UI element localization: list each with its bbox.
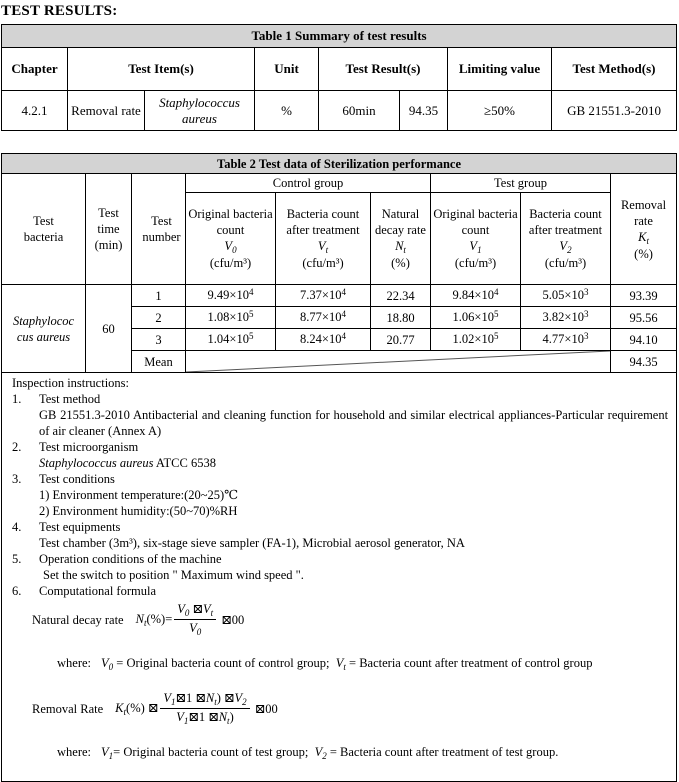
instruction-body-1: GB 21551.3-2010 Antibacterial and cleaning function for household and similar electrical appliances-Particular requirement of air cleaner (Annex A) — [39, 408, 669, 438]
inspection-instructions — [2, 373, 677, 782]
instruction-item-4: 4. Test equipments — [12, 520, 121, 534]
table1-summary-of-test-results — [1, 24, 677, 131]
cell-v1: $9.84\times 10^4$ — [431, 285, 521, 307]
instruction-item-5: 5. Operation conditions of the machine — [12, 552, 222, 566]
header-test-group: Test group — [431, 174, 611, 193]
instruction-item-2: 2. Test microorganism — [12, 440, 139, 454]
cell-v1: $1.02\times 10^5$ — [431, 329, 521, 351]
header-original-count-control: Original bacteria count $V_0$ (cfu/m³) — [186, 193, 276, 285]
header-chapter: Chapter — [2, 48, 68, 91]
cell-nt: 20.77 — [371, 329, 431, 351]
header-removal-rate: Removal rate $K_t$ (%) — [611, 174, 677, 285]
fraction: $\frac{V_0 ⊠V_t}{V_0}$ — [174, 602, 216, 637]
header-original-count-test: Original bacteria count $V_1$ (cfu/m³) — [431, 193, 521, 285]
instruction-body-4: Test chamber (3m³), six-stage sieve sampler (FA-1), Microbial aerosol generator, NA — [39, 536, 465, 550]
header-test-bacteria: Test bacteria — [2, 174, 86, 285]
table-row — [2, 285, 677, 307]
instruction-item-1: 1. Test method — [12, 392, 101, 406]
fraction: $\frac{V_1⊠1 ⊠N_t) ⊠V_2}{V_1⊠1 ⊠N_t)}$ — [160, 691, 249, 726]
organism-name: Staphylococcus aureus — [159, 94, 240, 126]
cell-test-number: 3 — [132, 329, 186, 351]
cell-organism — [145, 91, 255, 131]
page-title: TEST RESULTS: — [1, 3, 118, 19]
instructions-title: Inspection instructions: — [12, 376, 129, 390]
header-test-number: Test number — [132, 174, 186, 285]
natural-decay-rate-formula: Natural decay rate $N_t(\%)=$ $\frac{V_0 ⊠V_t}{V_0}$ ⊠00 — [32, 602, 245, 637]
cell-v0: $9.49\times 10^4$ — [186, 285, 276, 307]
cell-test-number: 1 — [132, 285, 186, 307]
instruction-body-2: Staphylococcus aureus ATCC 6538 — [39, 456, 216, 470]
cell-vt: $7.37\times 10^4$ — [276, 285, 371, 307]
cell-vt: $8.24\times 10^4$ — [276, 329, 371, 351]
cell-test-time: 60 — [86, 285, 132, 373]
header-count-after-treatment-control: Bacteria count after treatment $V_t$ (cfu/m³) — [276, 193, 371, 285]
cell-mean-label: Mean — [132, 351, 186, 373]
instruction-body-5: Set the switch to position " Maximum wind speed ". — [43, 568, 304, 582]
header-test-time: Test time (min) — [86, 174, 132, 285]
instruction-body-3a: 1) Environment temperature:(20~25)℃ — [39, 488, 239, 502]
table2-title-row — [2, 154, 677, 174]
cell-kt: 93.39 — [611, 285, 677, 307]
header-count-after-treatment-test: Bacteria count after treatment $V_2$ (cfu/m³) — [521, 193, 611, 285]
table1-title: Table 1 Summary of test results — [2, 25, 677, 48]
instruction-item-3: 3. Test conditions — [12, 472, 115, 486]
cell-test-bacteria: Staphylococ cus aureus — [2, 285, 86, 373]
cell-nt: 22.34 — [371, 285, 431, 307]
header-test-results: Test Result(s) — [319, 48, 448, 91]
cell-test-method: GB 21551.3-2010 — [552, 91, 677, 131]
cell-test-time: 60min — [319, 91, 400, 131]
cell-test-number: 2 — [132, 307, 186, 329]
table1-title-row — [2, 25, 677, 48]
removal-rate-formula: Removal Rate $K_t(\%)$ ⊠ $\frac{V_1⊠1 ⊠N_t) ⊠V_2}{V_1⊠1 ⊠N_t)}$ ⊠00 — [32, 691, 278, 726]
table1-data-row — [2, 91, 677, 131]
cell-test-item: Removal rate — [68, 91, 145, 131]
cell-v2: $3.82\times 10^3$ — [521, 307, 611, 329]
diagonal-line — [186, 351, 610, 372]
table1-header-row — [2, 48, 677, 91]
instruction-body-3b: 2) Environment humidity:(50~70)%RH — [39, 504, 238, 518]
instruction-item-6: 6. Computational formula — [12, 584, 156, 598]
cell-mean-merged-diagonal — [186, 351, 611, 373]
cell-v0: $1.04\times 10^5$ — [186, 329, 276, 351]
cell-vt: $8.77\times 10^4$ — [276, 307, 371, 329]
header-unit: Unit — [255, 48, 319, 91]
cell-kt: 95.56 — [611, 307, 677, 329]
table2-group-header-row — [2, 174, 677, 193]
cell-v1: $1.06\times 10^5$ — [431, 307, 521, 329]
table2-title: Table 2 Test data of Sterilization performance — [2, 154, 677, 174]
table2-instructions-row — [2, 373, 677, 782]
cell-v0: $1.08\times 10^5$ — [186, 307, 276, 329]
header-natural-decay-rate: Natural decay rate $N_t$ (%) — [371, 193, 431, 285]
cell-kt: 94.10 — [611, 329, 677, 351]
cell-limiting-value: ≥50% — [448, 91, 552, 131]
header-control-group: Control group — [186, 174, 431, 193]
cell-v2: $5.05\times 10^3$ — [521, 285, 611, 307]
table2-sterilization-performance — [1, 153, 677, 782]
cell-test-result: 94.35 — [400, 91, 448, 131]
header-test-items: Test Item(s) — [68, 48, 255, 91]
where-test-group: where: $V_1=$ Original bacteria count of test group; $V_2$ = Bacteria count after treatment of test group. — [57, 745, 559, 761]
header-test-methods: Test Method(s) — [552, 48, 677, 91]
where-control-group: where: $V_0$ = Original bacteria count of control group; $V_t$ = Bacteria count after treatment of control group — [57, 656, 593, 672]
header-limiting-value: Limiting value — [448, 48, 552, 91]
cell-v2: $4.77\times 10^3$ — [521, 329, 611, 351]
cell-mean-value: 94.35 — [611, 351, 677, 373]
cell-chapter: 4.2.1 — [2, 91, 68, 131]
cell-unit: % — [255, 91, 319, 131]
cell-nt: 18.80 — [371, 307, 431, 329]
